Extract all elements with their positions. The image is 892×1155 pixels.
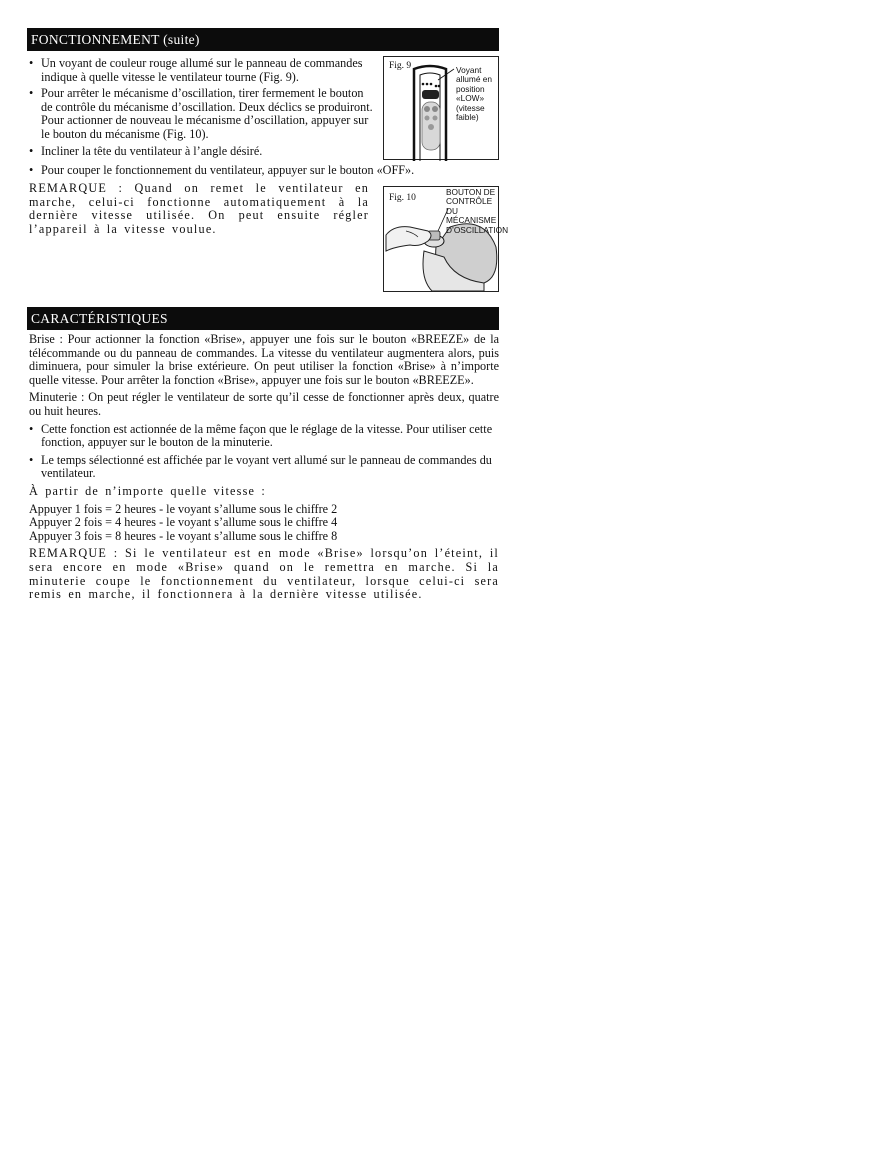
list-item: • Incliner la tête du ventilateur à l’angle désiré.: [29, 145, 377, 159]
remark-text: REMARQUE : Quand on remet le ventilateur en marche, celui-ci fonctionne automatiquement à la dernière vitesse utilisée. On peut ensuite régler l’appareil à la vitesse voulue.: [29, 181, 369, 236]
list-item: • Pour arrêter le mécanisme d’oscillation, tirer fermement le bouton de contrôle du mécanisme d’oscillation. Deux déclics se produiront. Pour actionner de nouveau le mécanisme d’oscillation, appuyer sur le bouton du mécanisme (Fig. 10).: [29, 87, 377, 141]
list-item: • Le temps sélectionné est affichée par le voyant vert allumé sur le panneau de commandes du ventilateur.: [29, 454, 499, 481]
fig9-callout: Voyant allumé en position «LOW» (vitesse faible): [456, 65, 492, 123]
section-header-caracteristiques: CARACTÉRISTIQUES: [27, 307, 499, 330]
from-any-speed-text: À partir de n’importe quelle vitesse :: [29, 483, 266, 498]
bullet-list-fonctionnement: [29, 57, 377, 158]
list-item: • Cette fonction est actionnée de la même façon que le réglage de la vitesse. Pour utiliser cette fonction, appuyer sur le bouton de la minuterie.: [29, 423, 499, 450]
fig10-callout: BOUTON DE CONTRÔLE DU MÉCANISME D’OSCILLATION: [446, 187, 509, 235]
section-header-fonctionnement: FONCTIONNEMENT (suite): [27, 28, 499, 51]
timer-line: Appuyer 3 fois = 8 heures - le voyant s’allume sous le chiffre 8: [29, 528, 338, 543]
timer-line: Appuyer 2 fois = 4 heures - le voyant s’allume sous le chiffre 4: [29, 515, 338, 530]
timer-line: Appuyer 1 fois = 2 heures - le voyant s’allume sous le chiffre 2: [29, 501, 338, 516]
figure-9: [383, 56, 499, 160]
caracteristiques-body: [29, 333, 499, 602]
list-item: • Un voyant de couleur rouge allumé sur le panneau de commandes indique à quelle vitesse le ventilateur tourne (Fig. 9).: [29, 57, 377, 84]
figure-10: [383, 186, 509, 292]
minuterie-paragraph: Minuterie : On peut régler le ventilateur de sorte qu’il cesse de fonctionner après deux, quatre ou huit heures.: [29, 390, 499, 418]
figure-label: Fig. 9: [389, 61, 412, 71]
remark-text: REMARQUE : Si le ventilateur est en mode «Brise» lorsqu’on l’éteint, il sera encore en mode «Brise» quand on le remettra en marche. Si la minuterie coupe le fonctionnement du ventilateur, lorsque celui-ci sera remis en marche, il fonctionnera à la dernière vitesse utilisée.: [29, 546, 499, 602]
list-item: • Pour couper le fonctionnement du ventilateur, appuyer sur le bouton «OFF».: [29, 164, 499, 178]
brise-paragraph: Brise : Pour actionner la fonction «Brise», appuyer une fois sur le bouton «BREEZE» de la télécommande ou du panneau de commandes. La vitesse du ventilateur augmentera alors, puis diminuera, pour simuler la brise extérieure. On peut utiliser la fonction «Brise» à n’importe quelle vitesse. Pour arrêter la fonction «Brise», appuyer une fois sur le bouton «BREEZE».: [29, 332, 499, 387]
figure-label: Fig. 10: [389, 193, 416, 203]
